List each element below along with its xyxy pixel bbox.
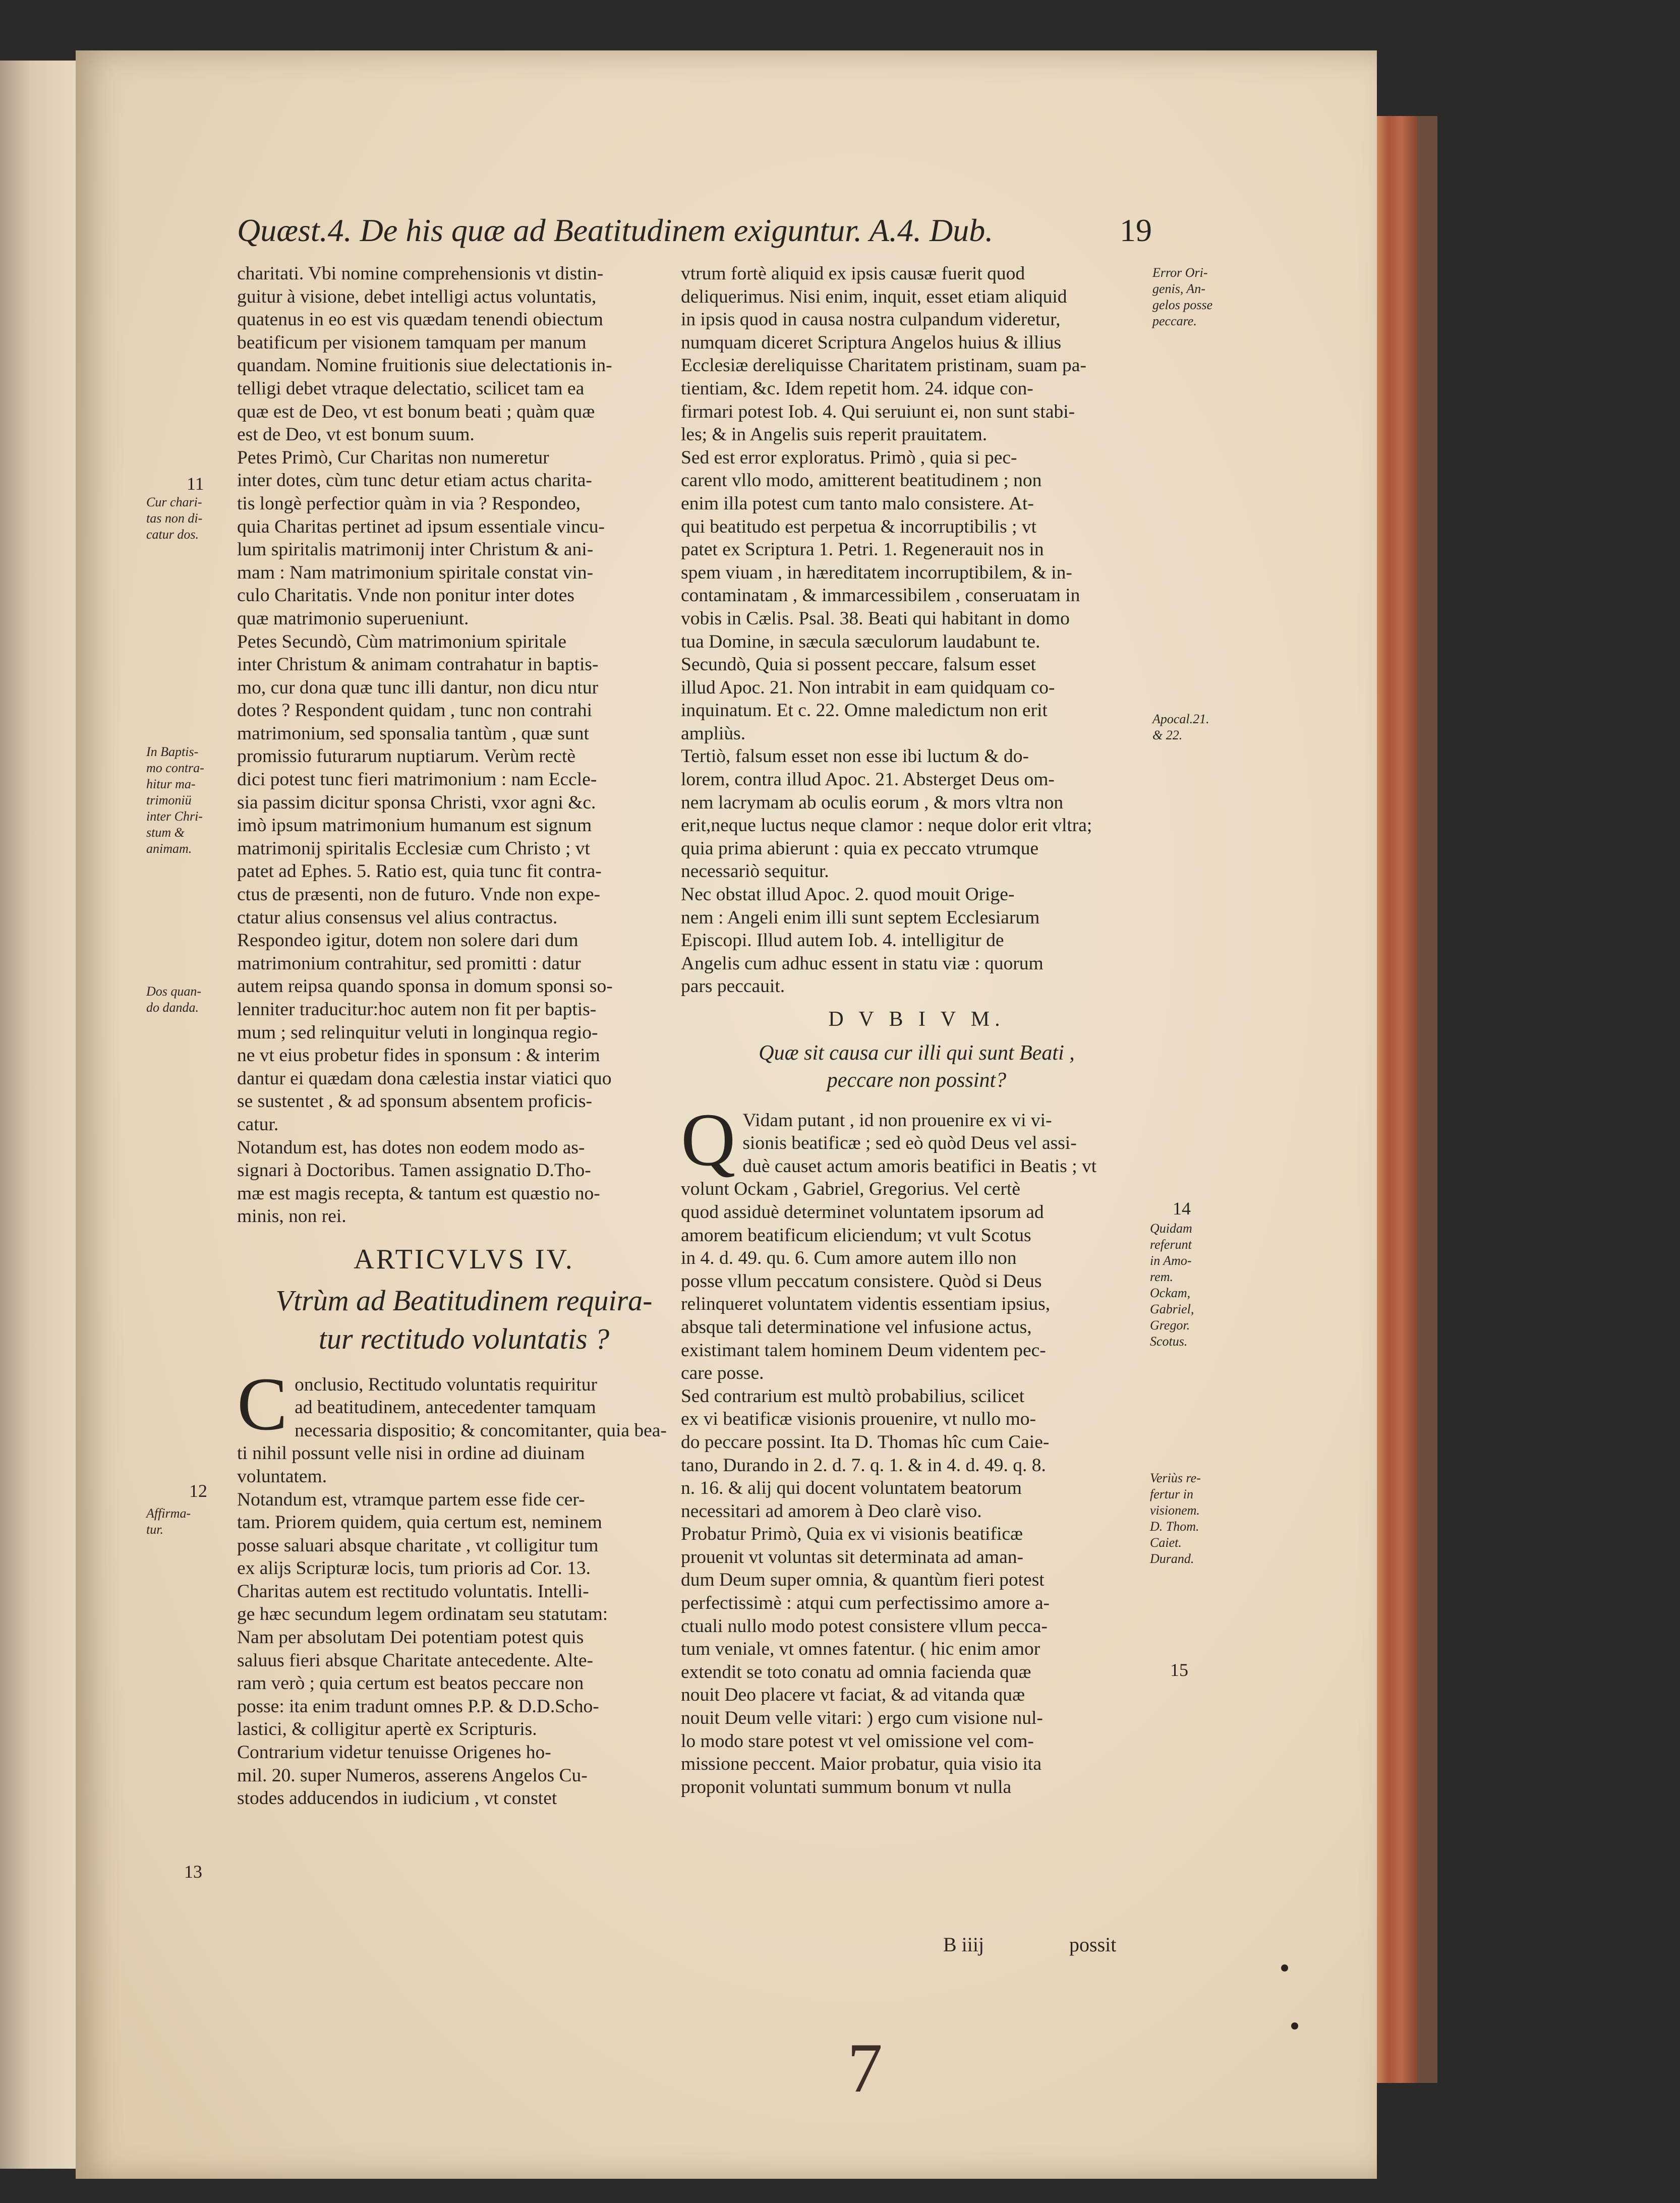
ink-dot (1281, 1964, 1288, 1972)
article-heading: ARTICVLVS IV. (354, 1243, 574, 1275)
text-line: Charitas autem est rectitudo voluntatis. Intelli- (237, 1581, 589, 1602)
margin-note-line: Dos quan- (146, 984, 202, 999)
text-line: se sustentet , & ad sponsum absentem proficis- (237, 1091, 593, 1112)
text-line: minis, non rei. (237, 1206, 346, 1227)
margin-note-affirmatur (146, 1505, 191, 1538)
text-line: Nam per absolutam Dei potentiam potest quis (237, 1627, 584, 1648)
handwritten-mark: 7 (847, 2029, 883, 2107)
running-header (237, 212, 1170, 267)
text-line: voluntatem. (237, 1466, 327, 1487)
text-line: in 4. d. 49. qu. 6. Cum amore autem illo non (681, 1248, 1017, 1269)
text-line: enim illa potest cum tanto malo consistere. At- (681, 493, 1034, 514)
text-line: erit,neque luctus neque clamor : neque dolor erit vltra; (681, 815, 1092, 836)
text-line: absque tali determinatione vel infusione actus, (681, 1316, 1032, 1338)
text-line: quia prima abierunt : quia ex peccato vtrumque (681, 838, 1039, 859)
margin-note-line: do danda. (146, 1000, 199, 1015)
text-line: promissio futurarum nuptiarum. Verùm rectè (237, 746, 576, 767)
margin-note-line: inter Chri- (146, 809, 203, 824)
text-line: nem lacrymam ab oculis eorum , & mors vltra non (681, 792, 1064, 813)
text-line: catur. (237, 1114, 279, 1135)
margin-note-line: Caiet. (1150, 1535, 1182, 1550)
left-text-block (237, 262, 691, 1228)
right-column (681, 262, 1152, 1799)
text-line: ctatur alius consensus vel alius contractus. (237, 907, 558, 928)
margin-note-line: catur dos. (146, 527, 199, 542)
margin-note-line: Apocal.21. (1152, 712, 1209, 726)
margin-note-cur-charitas (146, 494, 202, 543)
text-line: autem reipsa quando sponsa in domum sponsi so- (237, 976, 613, 997)
text-line: ampliùs. (681, 723, 746, 744)
text-line: firmari potest Iob. 4. Qui seruiunt ei, non sunt stabi- (681, 401, 1075, 422)
text-line: ctus de præsenti, non de futuro. Vnde non expe- (237, 884, 600, 905)
text-line: pars peccauit. (681, 976, 785, 997)
text-line: stodes adducendos in iudicium , vt constet (237, 1788, 557, 1809)
text-line: Ecclesiæ dereliquisse Charitatem pristinam, suam pa- (681, 355, 1086, 376)
text-line: duè causet actum amoris beatifici in Beatis ; vt (742, 1155, 1097, 1177)
margin-note-line: Error Ori- (1152, 265, 1208, 280)
margin-note-line: & 22. (1152, 728, 1183, 742)
dubium-question-line-1: Quæ sit causa cur illi qui sunt Beati , (759, 1041, 1075, 1065)
text-line: Vidam putant , id non prouenire ex vi vi- (742, 1110, 1052, 1131)
dubium-question-line-2: peccare non possint? (827, 1068, 1007, 1092)
text-line: quandam. Nomine fruitionis siue delectationis in- (237, 355, 612, 376)
text-line: nouit Deum velle vitari: ) ergo cum visione nul- (681, 1708, 1043, 1729)
text-line: matrimonium, sed sponsalia tantùm , quæ sunt (237, 723, 589, 744)
text-line: missione peccent. Maior probatur, quia visio ita (681, 1754, 1041, 1775)
text-line: posse saluari absque charitate , vt colligitur tum (237, 1535, 599, 1556)
text-line: saluus fieri absque Charitate antecedente. Alte- (237, 1650, 593, 1671)
text-line: tam. Priorem quidem, quia certum est, neminem (237, 1512, 602, 1533)
margin-note-line: stum & (146, 825, 185, 840)
page-number: 19 (1120, 212, 1152, 248)
right-text-block (681, 262, 1152, 998)
margin-note-line: Scotus. (1150, 1334, 1188, 1349)
article-title-line-1: Vtrùm ad Beatitudinem requira- (275, 1284, 653, 1317)
text-line: culo Charitatis. Vnde non ponitur inter dotes (237, 585, 574, 606)
text-line: Tertiò, falsum esset non esse ibi luctum & do- (681, 746, 1029, 767)
text-line: Probatur Primò, Quia ex vi visionis beatificæ (681, 1524, 1023, 1545)
text-line: Contrarium videtur tenuisse Origenes ho- (237, 1742, 551, 1763)
margin-note-line: In Baptis- (146, 744, 199, 759)
right-text-block-2 (681, 1097, 1152, 1799)
text-line: dum Deum super omnia, & quantùm fieri potest (681, 1570, 1045, 1591)
text-line: ram verò ; quia certum est beatos peccare non (237, 1673, 584, 1694)
margin-note-verius (1150, 1470, 1201, 1567)
text-line: lo modo stare potest vt vel omissione vel com- (681, 1730, 1034, 1752)
text-line: illud Apoc. 21. Non intrabit in eam quidquam co- (681, 677, 1055, 698)
text-line: posse vllum peccatum consistere. Quòd si Deus (681, 1270, 1042, 1292)
text-line: tua Domine, in sæcula sæculorum laudabunt te. (681, 631, 1040, 652)
text-line: inter dotes, cùm tunc detur etiam actus charita- (237, 470, 592, 491)
text-line: spem viuam , in hæreditatem incorruptibilem, & in- (681, 562, 1072, 583)
margin-note-line: tur. (146, 1522, 163, 1537)
text-line: ne vt eius probetur fides in sponsum : & interim (237, 1045, 600, 1066)
text-line: inquinatum. Et c. 22. Omne maledictum non erit (681, 700, 1048, 721)
margin-note-line: Affirma- (146, 1506, 191, 1521)
text-line: relinqueret voluntatem videntis essentiam ipsius, (681, 1294, 1051, 1315)
text-line: n. 16. & alij qui docent voluntatem beatorum (681, 1478, 1022, 1499)
margin-number-12: 12 (189, 1481, 207, 1501)
left-column (237, 262, 691, 1810)
text-line: matrimonium contrahitur, sed promitti : datur (237, 953, 581, 974)
margin-note-quidam (1150, 1221, 1194, 1350)
text-line: Sed est error exploratus. Primò , quia si pec- (681, 447, 1017, 468)
text-line: Notandum est, vtramque partem esse fide cer- (237, 1489, 585, 1510)
text-line: prouenit vt voluntas sit determinata ad aman- (681, 1546, 1023, 1568)
margin-number-11: 11 (187, 474, 204, 494)
text-line: Respondeo igitur, dotem non solere dari dum (237, 930, 578, 951)
margin-number-14: 14 (1173, 1198, 1191, 1219)
margin-note-line: Durand. (1150, 1551, 1194, 1566)
text-line: nem : Angeli enim illi sunt septem Ecclesiarum (681, 907, 1040, 928)
text-line: volunt Ockam , Gabriel, Gregorius. Vel certè (681, 1179, 1021, 1200)
previous-page-edge (0, 61, 76, 2169)
catchword: possit (1069, 1933, 1117, 1956)
margin-note-line: Quidam (1150, 1221, 1192, 1236)
text-line: carent vllo modo, amitterent beatitudinem ; non (681, 470, 1042, 491)
drop-cap-q: Q (681, 1097, 736, 1182)
text-line: vobis in Cælis. Psal. 38. Beati qui habitant in domo (681, 608, 1070, 629)
margin-note-line: genis, An- (1152, 281, 1205, 296)
text-line: patet ad Ephes. 5. Ratio est, quia tunc fit contra- (237, 861, 602, 882)
text-line: tientiam, &c. Idem repetit hom. 24. idque con- (681, 378, 1033, 399)
margin-note-line: peccare. (1152, 314, 1197, 328)
text-line: existimant talem hominem Deum videntem pec- (681, 1340, 1046, 1361)
text-line: Petes Primò, Cur Charitas non numeretur (237, 447, 549, 468)
margin-note-line: animam. (146, 841, 192, 856)
text-line: quia Charitas pertinet ad ipsum essentiale vincu- (237, 516, 605, 537)
text-line: extendit se toto conatu ad omnia facienda quæ (681, 1661, 1031, 1683)
text-line: beatificum per visionem tamquam per manum (237, 332, 587, 353)
text-line: lenniter traducitur:hoc autem non fit per baptis- (237, 999, 597, 1020)
text-line: numquam diceret Scriptura Angelos huius & illius (681, 332, 1062, 353)
margin-note-line: Ockam, (1150, 1286, 1191, 1300)
text-line: ctuali nullo modo potest consistere vllum pecca- (681, 1615, 1048, 1637)
margin-note-line: D. Thom. (1150, 1519, 1199, 1534)
text-line: Secundò, Quia si possent peccare, falsum esset (681, 654, 1036, 675)
drop-cap-c: C (237, 1362, 288, 1446)
text-line: sionis beatificæ ; sed eò quòd Deus vel assi- (742, 1133, 1077, 1154)
text-line: quod assiduè determinet voluntatem ipsorum ad (681, 1201, 1044, 1223)
text-line: patet ex Scriptura 1. Petri. 1. Regenerauit nos in (681, 539, 1044, 560)
dubium-heading: D V B I V M. (828, 1008, 1005, 1031)
text-line: tis longè perfectior quàm in via ? Respondeo, (237, 493, 581, 514)
text-line: charitati. Vbi nomine comprehensionis vt distin- (237, 263, 604, 284)
margin-note-line: mo contra- (146, 761, 204, 775)
text-line: mum ; sed relinquitur veluti in longinqua regio- (237, 1022, 598, 1043)
margin-note-line: rem. (1150, 1269, 1173, 1284)
margin-note-line: gelos posse (1152, 298, 1213, 312)
margin-note-line: Veriùs re- (1150, 1471, 1201, 1485)
margin-note-line: tas non di- (146, 511, 203, 526)
margin-note-error-origenis (1152, 265, 1212, 329)
margin-note-in-baptismo (146, 744, 204, 857)
margin-note-apocal (1152, 711, 1209, 743)
text-line: ex alijs Scripturæ locis, tum prioris ad Cor. 13. (237, 1558, 591, 1579)
text-line: dantur ei quædam dona cælestia instar viatici quo (237, 1068, 612, 1089)
text-line: nouit Deo placere vt faciat, & ad vitanda quæ (681, 1685, 1025, 1706)
text-line: contaminatam , & immarcessibilem , conseruatam in (681, 585, 1080, 606)
running-title: Quæst.4. De his quæ ad Beatitudinem exiguntur. A.4. Dub. (237, 212, 994, 248)
text-line: necessaria dispositio; & concomitanter, quia bea- (295, 1420, 667, 1441)
text-line: Episcopi. Illud autem Iob. 4. intelligitur de (681, 930, 1004, 951)
text-line: mæ est magis recepta, & tantum est quæstio no- (237, 1183, 600, 1204)
margin-note-line: trimoniü (146, 793, 192, 807)
text-line: in ipsis quod in causa nostra culpandum videretur, (681, 309, 1061, 330)
text-line: Notandum est, has dotes non eodem modo as- (237, 1137, 585, 1158)
text-line: amorem beatificum eliciendum; vt vult Scotus (681, 1225, 1031, 1246)
text-line: telligi debet vtraque delectatio, scilicet tam ea (237, 378, 585, 399)
margin-note-line: Cur chari- (146, 495, 202, 509)
text-line: ge hæc secundum legem ordinatam seu statutam: (237, 1604, 608, 1625)
text-line: lorem, contra illud Apoc. 21. Absterget Deus om- (681, 769, 1055, 790)
margin-number-15: 15 (1170, 1660, 1188, 1680)
margin-note-dos-quando (146, 983, 201, 1016)
text-line: Nec obstat illud Apoc. 2. quod mouit Orige- (681, 884, 1015, 905)
margin-note-line: referunt (1150, 1237, 1192, 1252)
text-line: tum veniale, vt omnes fatentur. ( hic enim amor (681, 1639, 1040, 1660)
text-line: quatenus in eo est vis quædam tenendi obiectum (237, 309, 603, 330)
text-line: necessariò sequitur. (681, 861, 829, 882)
text-line: ex vi beatificæ visionis prouenire, vt nullo mo- (681, 1409, 1036, 1430)
margin-note-line: hitur ma- (146, 777, 196, 791)
margin-note-line: visionem. (1150, 1503, 1200, 1518)
text-line: posse: ita enim tradunt omnes P.P. & D.D.Scho- (237, 1696, 599, 1717)
text-line: Angelis cum adhuc essent in statu viæ : quorum (681, 953, 1044, 974)
text-line: mam : Nam matrimonium spiritale constat vin- (237, 562, 594, 583)
text-line: les; & in Angelis suis reperit prauitatem. (681, 424, 988, 445)
text-line: perfectissimè : atqui cum perfectissimo amore a- (681, 1593, 1050, 1614)
article-title-line-2: tur rectitudo voluntatis ? (318, 1322, 610, 1355)
text-line: mo, cur dona quæ tunc illi dantur, non dicu ntur (237, 677, 599, 698)
page-edge-red (1377, 116, 1417, 2083)
text-line: onclusio, Rectitudo voluntatis requiritur (295, 1374, 597, 1395)
text-line: lum spiritalis matrimonij inter Christum & ani- (237, 539, 594, 560)
text-line: matrimonij spiritalis Ecclesiæ cum Christo ; vt (237, 838, 590, 859)
text-line: deliquerimus. Nisi enim, inquit, esset etiam aliquid (681, 286, 1067, 307)
text-line: ti nihil possunt velle nisi in ordine ad diuinam (237, 1443, 585, 1464)
text-line: qui beatitudo est perpetua & incorruptibilis ; vt (681, 516, 1037, 537)
text-line: quæ est de Deo, vt est bonum beati ; quàm quæ (237, 401, 595, 422)
book-cover-edge (1417, 116, 1437, 2083)
text-line: sia passim dicitur sponsa Christi, vxor agni &c. (237, 792, 596, 813)
text-line: inter Christum & animam contrahatur in baptis- (237, 654, 599, 675)
text-line: lastici, & colligitur apertè ex Scripturis. (237, 1719, 537, 1740)
text-line: est de Deo, vt est bonum suum. (237, 424, 475, 445)
text-line: Petes Secundò, Cùm matrimonium spiritale (237, 631, 567, 652)
text-line: proponit voluntati summum bonum vt nulla (681, 1776, 1012, 1798)
left-text-block-2 (237, 1362, 691, 1810)
margin-note-line: fertur in (1150, 1487, 1193, 1501)
text-line: guitur à visione, debet intelligi actus voluntatis, (237, 286, 597, 307)
signature-mark: B iiij (943, 1933, 984, 1956)
text-line: vtrum fortè aliquid ex ipsis causæ fuerit quod (681, 263, 1025, 284)
text-line: imò ipsum matrimonium humanum est signum (237, 815, 592, 836)
text-line: necessitari ad amorem à Deo clarè viso. (681, 1500, 982, 1522)
text-line: ad beatitudinem, antecedenter tamquam (295, 1397, 596, 1418)
margin-note-line: Gabriel, (1150, 1302, 1194, 1316)
text-line: dici potest tunc fieri matrimonium : nam Eccle- (237, 769, 597, 790)
text-line: Sed contrarium est multò probabilius, scilicet (681, 1385, 1025, 1407)
text-line: tano, Durando in 2. d. 7. q. 1. & in 4. d. 49. q. 8. (681, 1455, 1046, 1476)
text-line: quæ matrimonio superueniunt. (237, 608, 469, 629)
ink-dot (1291, 2022, 1298, 2030)
text-line: signari à Doctoribus. Tamen assignatio D.Tho- (237, 1160, 591, 1181)
text-line: mil. 20. super Numeros, asserens Angelos Cu- (237, 1765, 588, 1786)
margin-number-13: 13 (184, 1862, 202, 1882)
margin-note-line: Gregor. (1150, 1318, 1190, 1332)
text-line: do peccare possint. Ita D. Thomas hîc cum Caie- (681, 1431, 1050, 1453)
text-line: care posse. (681, 1363, 764, 1384)
margin-note-line: in Amo- (1150, 1253, 1192, 1268)
text-line: dotes ? Respondent quidam , tunc non contrahi (237, 700, 593, 721)
